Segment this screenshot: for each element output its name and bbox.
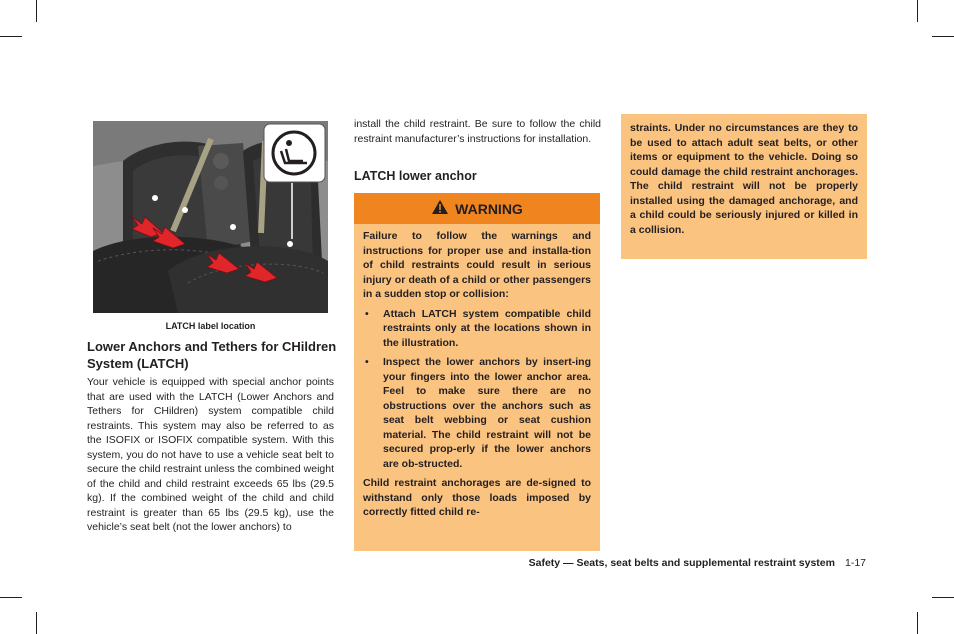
warning-intro: Failure to follow the warnings and instructions for proper use and installa-tion of child restraints could result in serious injury or death of a child or other passengers in a sudden stop or collision:: [363, 230, 591, 300]
warning-bullets: [363, 307, 591, 472]
crop-mark: [932, 597, 954, 598]
page-footer: [529, 557, 866, 569]
crop-mark: [36, 612, 37, 634]
warning-box: [354, 224, 600, 551]
footer-chapter-title: Safety — Seats, seat belts and supplemental restraint system: [528, 557, 835, 569]
crop-mark: [917, 0, 918, 22]
warning-header: [354, 193, 600, 224]
bullet-dot: •: [365, 356, 369, 368]
section-body-continued: install the child restraint. Be sure to follow the child restraint manufacturer’s instructions for installation.: [354, 118, 601, 145]
bullet-dot: •: [365, 307, 369, 320]
section-body: Your vehicle is equipped with special anchor points that are used with the LATCH (Lower Anchors and Tethers for CHildren) system compatible child restraints. This system may also be referred to as the ISOFIX or ISOFIX compatible system. With this system, you do not have to use a vehicle seat belt to secure the child restraint unless the combined weight of the child and child restraint exceeds 65 lbs (29.5 kg). If the combined weight of the child and child restraint is greater than 65 lbs (29.5 kg), use the vehicle’s seat belt (not the lower anchors) to: [87, 376, 334, 533]
latch-location-illustration: [93, 121, 328, 313]
warning-paragraph-part1: Child restraint anchorages are de-signed to withstand only those loads imposed by correctly fitted child re-: [363, 477, 591, 518]
figure-caption: LATCH label location: [165, 321, 256, 331]
warning-bullet: • Attach LATCH system compatible child restraints only at the locations shown in the illustration.: [365, 307, 591, 349]
section-heading: Lower Anchors and Tethers for CHildren System (LATCH): [87, 339, 337, 371]
crop-mark: [0, 597, 22, 598]
warning-paragraph-part2: straints. Under no circumstances are they to be used to attach adult seat belts, or other items or equipment to the vehicle. Doing so could damage the child restraint anchorages. The child restraint will not be properly installed using the damaged anchorage, and a child could be seriously injured or killed in a collision.: [630, 122, 858, 236]
crop-mark: [0, 36, 22, 37]
warning-triangle-icon: [431, 199, 449, 218]
page-number: 1-17: [844, 557, 866, 569]
warning-box-continued: [621, 114, 867, 259]
warning-bullet: • Inspect the lower anchors by insert-ing your fingers into the lower anchor area. Feel to make sure there are no obstructions over the anchors such as seat belt webbing or seat cushion material. The child restraint will not be secured prop-erly if the lower anchors are ob-structed.: [365, 356, 591, 470]
warning-title: WARNING: [455, 200, 523, 217]
subsection-heading: LATCH lower anchor: [354, 169, 477, 183]
crop-mark: [917, 612, 918, 634]
crop-mark: [36, 0, 37, 22]
crop-mark: [932, 36, 954, 37]
